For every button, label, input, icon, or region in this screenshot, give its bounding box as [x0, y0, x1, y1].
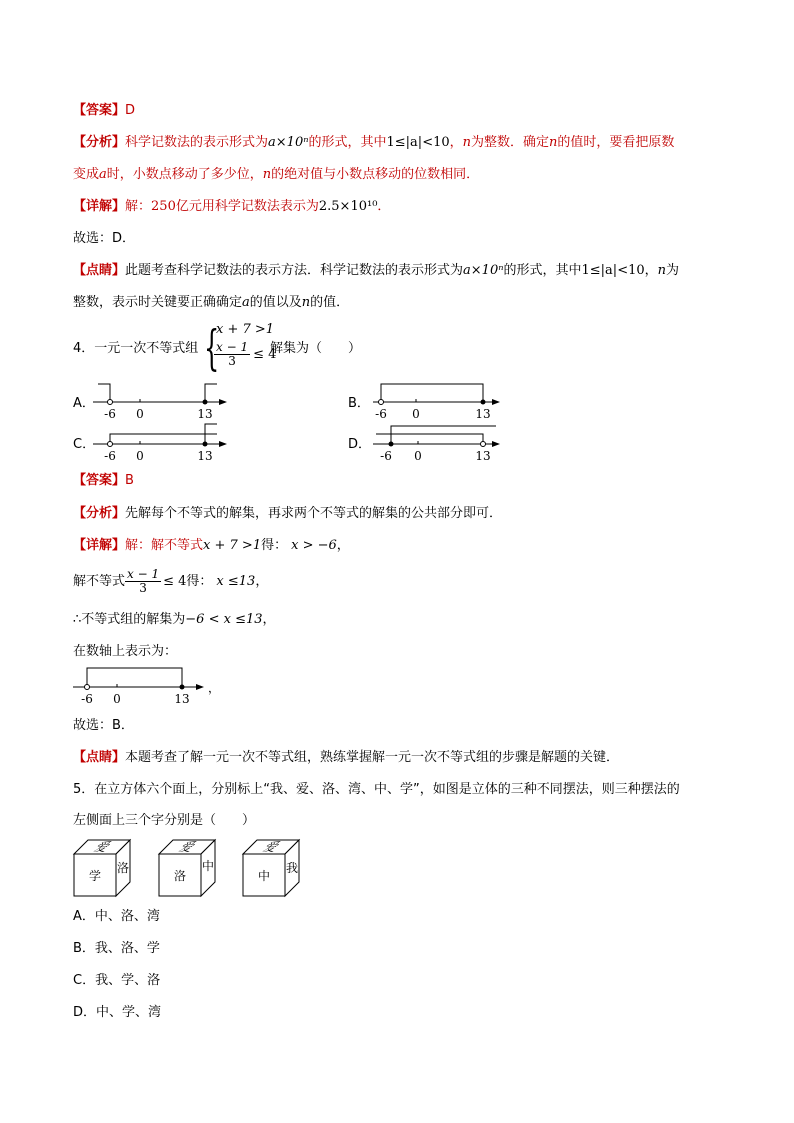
fraction-denominator: 3 [139, 581, 147, 595]
tick-label-0: 0 [136, 449, 144, 463]
math-sci-form: a×10ⁿ [268, 135, 309, 150]
cube-front-char: 学 [88, 869, 102, 883]
q3-comment-line-1 [73, 262, 679, 280]
option-a-label[interactable]: A． [73, 396, 95, 411]
tick-label-neg6: -6 [375, 407, 387, 421]
tick-label-neg6: -6 [104, 449, 116, 463]
fraction-numerator: x − 1 [127, 567, 160, 581]
option-d-label[interactable]: D． [348, 437, 372, 452]
cube-2 [157, 838, 219, 900]
open-dot-neg6 [85, 685, 90, 690]
comment-text: 此题考查科学记数法的表示方法．科学记数法的表示形式为 [125, 263, 464, 278]
analysis-tag: 【分析】 [73, 135, 126, 150]
cube-right-char: 洛 [116, 861, 130, 875]
answer-value: D [125, 103, 136, 118]
q4-stem-tail [270, 340, 361, 358]
ray-x-gt-neg6 [110, 434, 217, 444]
question-stem-text: 左侧面上三个字分别是（ ） [73, 813, 256, 828]
inequality-1 [216, 322, 274, 338]
open-dot-13 [481, 442, 486, 447]
math-condition: 1≤|a|<10 [581, 263, 645, 278]
comment-text: ， [644, 263, 658, 278]
q4-choose-line [73, 717, 134, 735]
tick-label-0: 0 [412, 407, 420, 421]
q4-detail-line-1 [73, 537, 350, 555]
q3-comment-line-2 [73, 294, 349, 312]
closed-dot-neg6 [389, 442, 394, 447]
analysis-text: 的绝对值与小数点移动的位数相同． [271, 167, 480, 182]
ray-right-x-ge-13 [205, 384, 217, 402]
tick-label-13: 13 [197, 407, 213, 421]
open-dot-neg6 [108, 442, 113, 447]
tick-label-0: 0 [136, 407, 144, 421]
number-line-b[interactable] [368, 377, 513, 421]
cube-front-char: 洛 [173, 869, 187, 883]
ray-left-x-lt-neg6 [98, 384, 110, 402]
question-stem-text: 5．在立方体六个面上，分别标上“我、爱、洛、湾、中、学”，如图是立体的三种不同摆法，则三种摆法的 [73, 782, 680, 797]
fraction-numerator: x − 1 [216, 340, 249, 354]
q4-detail-line-4 [73, 643, 177, 661]
q5-option-d[interactable]: D．中、学、湾 [73, 1005, 162, 1020]
open-dot-neg6 [108, 400, 113, 405]
axis-arrow [219, 399, 227, 405]
detail-text: 得： [261, 538, 288, 553]
choose-text: 故选：B． [73, 718, 134, 733]
tick-label-neg6: -6 [81, 692, 93, 706]
comment-text: 的值． [310, 295, 350, 310]
question-number-text: 4．一元一次不等式组 [73, 341, 199, 356]
tick-label-0: 0 [414, 449, 422, 463]
q3-detail-line [73, 198, 390, 216]
option-c-label[interactable]: C． [73, 437, 96, 452]
comment-text: 本题考查了解一元一次不等式组，熟练掌握解一元一次不等式组的步骤是解题的关键． [125, 750, 620, 765]
number-line-d[interactable] [368, 419, 513, 463]
detail-text: ， [336, 538, 350, 553]
math-a: a [242, 295, 250, 310]
analysis-text: 的形式，其中 [308, 135, 387, 150]
ray-x-ge-neg6 [391, 426, 496, 444]
q5-option-c[interactable]: C．我、学、洛 [73, 973, 161, 988]
analysis-text: ， [449, 135, 463, 150]
detail-text: 解不等式 [73, 574, 126, 589]
detail-text: ∴不等式组的解集为 [73, 612, 186, 627]
option-b-label[interactable]: B． [348, 396, 370, 411]
tick-label-13: 13 [174, 692, 190, 706]
q4-answer-line [73, 472, 134, 490]
math-expr: x + 7 >1 [203, 538, 262, 553]
analysis-text: 变成 [73, 167, 100, 182]
axis-arrow [492, 441, 500, 447]
answer-tag: 【答案】 [73, 103, 126, 118]
inequality-2-rhs: ≤ 4 [253, 347, 277, 362]
closed-dot-13 [180, 685, 185, 690]
q5-stem-line-2 [73, 812, 255, 830]
inequality-1-text: x + 7 >1 [216, 322, 275, 337]
system-brace: { [204, 320, 220, 376]
comment-text: 为 [666, 263, 680, 278]
analysis-text: 先解每个不等式的解集，再求两个不等式的解集的公共部分即可． [125, 506, 503, 521]
cube-top-char: 爱 [90, 840, 114, 855]
analysis-tag: 【分析】 [73, 506, 126, 521]
math-result: −6 < x ≤13 [185, 612, 263, 627]
tick-label-neg6: -6 [380, 449, 392, 463]
math-result: x ≤13 [216, 574, 256, 589]
fraction-denominator: 3 [228, 354, 236, 368]
choose-text: 故选：D． [73, 231, 136, 246]
cube-right-char: 我 [285, 861, 299, 875]
number-line-c[interactable] [88, 419, 233, 463]
tick-label-0: 0 [113, 692, 121, 706]
axis-arrow [219, 441, 227, 447]
answer-value: B [125, 473, 134, 488]
q5-option-b[interactable]: B．我、洛、学 [73, 941, 160, 956]
number-line-a[interactable] [88, 377, 233, 421]
axis-arrow [492, 399, 500, 405]
detail-text: 解： [125, 199, 152, 214]
math-result: x > −6 [291, 538, 337, 553]
closed-dot-13 [481, 400, 486, 405]
math-expr: ≤ 4 [163, 574, 187, 589]
q3-choose-line [73, 230, 135, 248]
q4-analysis-line [73, 505, 502, 523]
q4-detail-line-3 [73, 611, 276, 629]
math-result: 2.5×10¹⁰ [318, 199, 378, 214]
detail-tag: 【详解】 [73, 199, 126, 214]
math-n: n [657, 263, 667, 278]
cube-front-char: 中 [257, 869, 271, 883]
fraction [214, 341, 250, 368]
q4-comment-line [73, 749, 619, 767]
comment-text: 的形式，其中 [503, 263, 582, 278]
math-n: n [262, 167, 272, 182]
detail-text: 亿元用科学记数法表示为 [175, 199, 319, 214]
trailing-comma: ， [208, 681, 220, 695]
analysis-text: 时，小数点移动了多少位， [106, 167, 263, 182]
math-sci-form: a×10ⁿ [463, 263, 504, 278]
math-number: 250 [151, 199, 176, 214]
math-n: n [549, 135, 558, 150]
fraction [125, 568, 161, 595]
comment-tag: 【点睛】 [73, 750, 126, 765]
q5-option-a[interactable]: A．中、洛、湾 [73, 909, 160, 924]
q3-analysis-line-2 [73, 166, 479, 184]
detail-text: 在数轴上表示为： [73, 644, 178, 659]
q4-detail-line-2 [73, 567, 268, 597]
q3-analysis-line-1 [73, 134, 674, 152]
open-dot-neg6 [379, 400, 384, 405]
cube-top-char: 爱 [259, 840, 283, 855]
q3-answer-line [73, 102, 135, 120]
detail-text: ， [255, 574, 269, 589]
tick-label-neg6: -6 [104, 407, 116, 421]
detail-text: 得： [186, 574, 213, 589]
q5-stem-line-1 [73, 781, 680, 799]
cube-right-char: 中 [201, 859, 215, 873]
analysis-text: 科学记数法的表示形式为 [125, 135, 269, 150]
detail-text: ， [262, 612, 276, 627]
solution-bracket [381, 384, 483, 402]
cube-1 [72, 838, 134, 900]
detail-text: 解：解不等式 [125, 538, 204, 553]
inequality-2 [214, 341, 276, 368]
cube-3 [241, 838, 303, 900]
comment-text: 整数，表示时关键要正确确定 [73, 295, 243, 310]
q4-stem [73, 340, 198, 358]
closed-dot-13 [203, 400, 208, 405]
math-n: n [462, 135, 472, 150]
comment-text: 的值以及 [249, 295, 302, 310]
cube-top-char: 爱 [175, 840, 199, 855]
tick-label-13: 13 [475, 449, 491, 463]
answer-tag: 【答案】 [73, 473, 126, 488]
solution-bracket [87, 668, 182, 687]
analysis-text: 的值时，要看把原数 [557, 135, 675, 150]
detail-text: ． [377, 199, 391, 214]
detail-tag: 【详解】 [73, 538, 126, 553]
math-condition: 1≤|a|<10 [386, 135, 450, 150]
axis-arrow [196, 684, 204, 690]
tick-label-13: 13 [197, 449, 213, 463]
math-n: n [301, 295, 311, 310]
question-stem-text: 解集为（ ） [270, 341, 362, 356]
solution-number-line [70, 662, 220, 706]
analysis-text: 为整数．确定 [471, 135, 550, 150]
comment-tag: 【点睛】 [73, 263, 126, 278]
closed-dot-13 [203, 442, 208, 447]
tick-label-13: 13 [475, 407, 491, 421]
math-a: a [99, 167, 107, 182]
